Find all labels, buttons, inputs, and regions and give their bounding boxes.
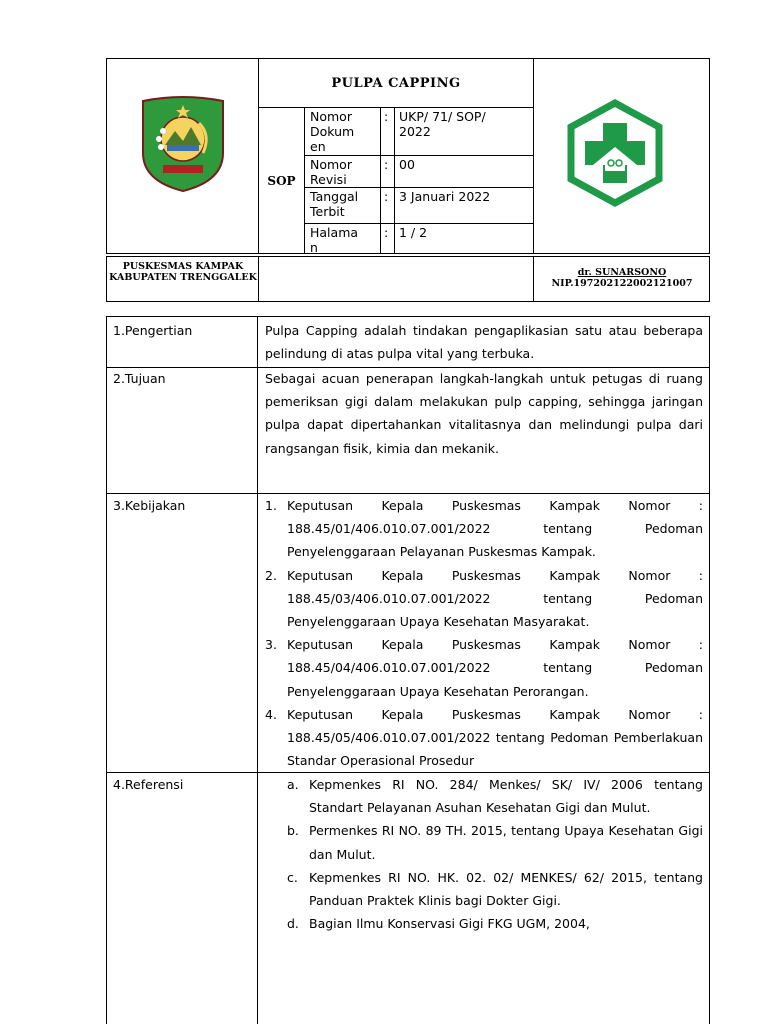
list-item: 1. Keputusan Kepala Puskesmas Kampak Nomor : 188.45/01/406.010.07.001/2022 tentang Pedoman Penyelenggaraan Pelayanan Puskesmas Kampak.: [265, 498, 703, 560]
signer-name: dr. SUNARSONO: [577, 267, 667, 278]
list-item: 3. Keputusan Kepala Puskesmas Kampak Nomor : 188.45/04/406.010.07.001/2022 tentang Pedoman Penyelenggaraan Upaya Kesehatan Perorangan.: [265, 637, 703, 699]
trenggalek-regency-logo: [137, 95, 229, 195]
organization-name: PUSKESMAS KAMPAK KABUPATEN TRENGGALEK: [109, 261, 257, 283]
meta-value-nomor-dokumen: UKP/ 71/ SOP/ 2022: [399, 109, 486, 139]
meta-label-tanggal-terbit: Tanggal Terbit: [310, 189, 359, 219]
section-text-pengertian: Pulpa Capping adalah tindakan pengaplikasian satu atau beberapa pelindung di atas pulpa vital yang terbuka.: [265, 323, 703, 362]
sop-subheader-table: [106, 256, 710, 302]
list-item: 2. Keputusan Kepala Puskesmas Kampak Nomor : 188.45/03/406.010.07.001/2022 tentang Pedoman Penyelenggaraan Upaya Kesehatan Masyarakat.: [265, 567, 703, 630]
list-item: d. Bagian Ilmu Konservasi Gigi FKG UGM, 2004,: [287, 916, 590, 932]
meta-colon: :: [384, 109, 389, 124]
signer-nip: NIP.197202122002121007: [551, 278, 693, 289]
meta-value-nomor-revisi: 00: [399, 157, 415, 172]
section-label-tujuan: 2.Tujuan: [113, 371, 166, 386]
list-item: a. Kepmenkes RI NO. 284/ Menkes/ SK/ IV/ 2006 tentang Standart Pelayanan Asuhan Kesehatan Gigi dan Mulut.: [287, 777, 703, 816]
sop-content-table: [106, 316, 710, 1024]
meta-colon: :: [384, 157, 389, 172]
section-text-tujuan: Sebagai acuan penerapan langkah-langkah untuk petugas di ruang pemeriksan gigi dalam melakukan pulp capping, sehingga jaringan pulpa dapat dipertahankan vitalitasnya dan melindungi pulpa dari rangsangan fisik, kimia dan mekanik.: [265, 371, 703, 456]
section-label-pengertian: 1.Pengertian: [113, 323, 193, 338]
signer-block: [533, 267, 711, 289]
list-item: 4. Keputusan Kepala Puskesmas Kampak Nomor : 188.45/05/406.010.07.001/2022 tentang Pedoman Pemberlakuan Standar Operasional Prosedur: [265, 706, 703, 769]
meta-label-nomor-revisi: Nomor Revisi: [310, 157, 352, 187]
section-label-referensi: 4.Referensi: [113, 777, 184, 792]
puskesmas-logo: [565, 99, 665, 207]
meta-value-tanggal-terbit: 3 Januari 2022: [399, 189, 491, 204]
meta-label-halaman: Halama n: [310, 225, 359, 255]
meta-label-nomor-dokumen: Nomor Dokum en: [310, 109, 355, 154]
meta-colon: :: [384, 189, 389, 204]
sop-label: SOP: [267, 174, 296, 188]
meta-value-halaman: 1 / 2: [399, 225, 428, 240]
meta-colon: :: [384, 225, 389, 240]
list-item: b. Permenkes RI NO. 89 TH. 2015, tentang Upaya Kesehatan Gigi dan Mulut.: [287, 823, 703, 862]
referensi-list: [265, 773, 703, 935]
document-title: PULPA CAPPING: [331, 75, 461, 91]
sop-header-table: [106, 58, 710, 254]
kebijakan-list: [265, 494, 703, 772]
section-label-kebijakan: 3.Kebijakan: [113, 498, 186, 513]
list-item: c. Kepmenkes RI NO. HK. 02. 02/ MENKES/ 62/ 2015, tentang Panduan Praktek Klinis bagi Dokter Gigi.: [287, 869, 703, 909]
